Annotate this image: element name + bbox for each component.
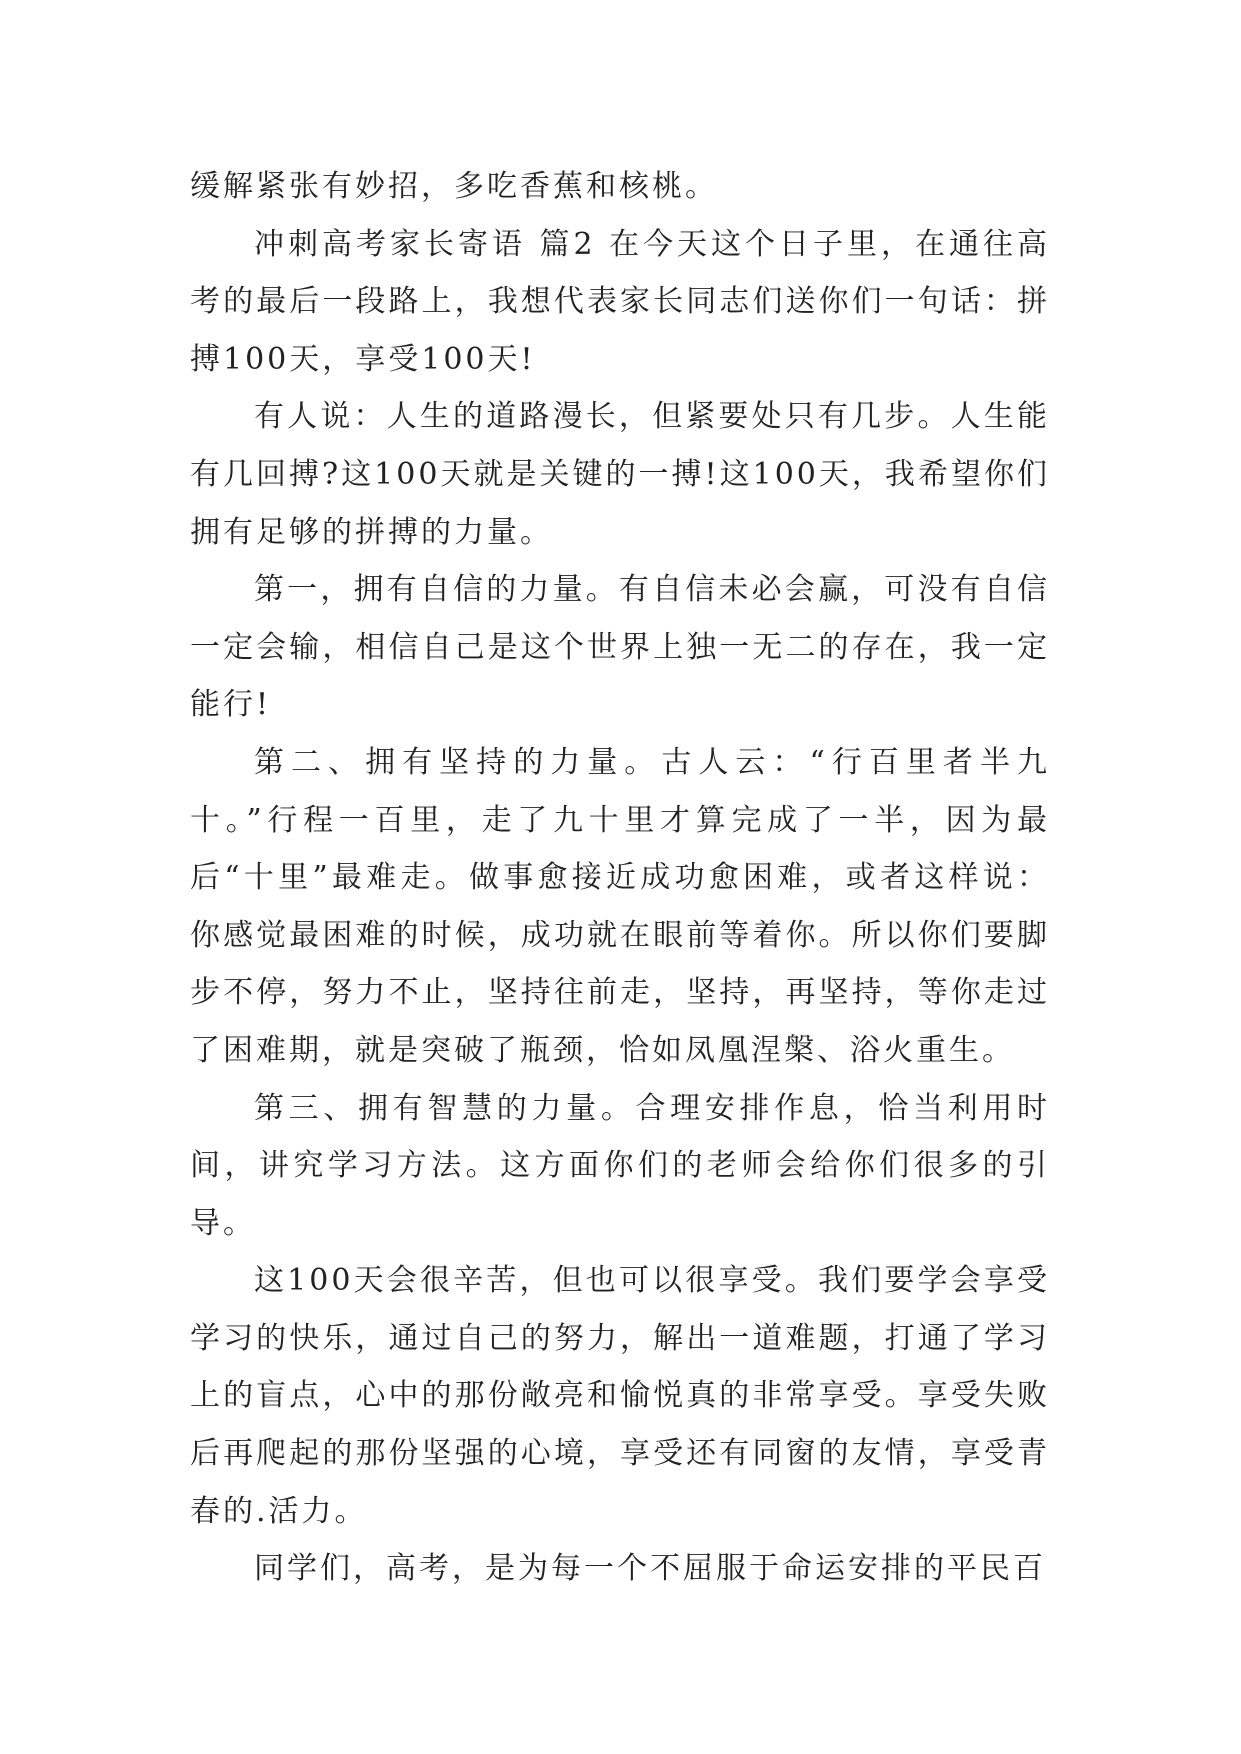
paragraph-title-and-opening: 冲刺高考家长寄语 篇2 在今天这个日子里，在通往高考的最后一段路上，我想代表家长同志们送你们一句话：拼搏100天，享受100天! (190, 226, 1050, 377)
paragraph-closing-fragment: 同学们，高考，是为每一个不屈服于命运安排的平民百 (254, 1551, 1046, 1587)
paragraph-enjoy-100-days: 这100天会很辛苦，但也可以很享受。我们要学会享受学习的快乐，通过自己的努力，解出一道难题，打通了学习上的盲点，心中的那份敞亮和愉悦真的非常享受。享受失败后再爬起的那份坚强的心境，享受还有同窗的友情，享受青春的.活力。 (190, 1263, 1050, 1529)
document-body (190, 158, 1050, 1598)
paragraph-confidence: 第一，拥有自信的力量。有自信未必会赢，可没有自信一定会输，相信自己是这个世界上独一无二的存在，我一定能行! (190, 572, 1050, 723)
paragraph-intro-line: 缓解紧张有妙招，多吃香蕉和核桃。 (190, 169, 718, 204)
paragraph-wisdom: 第三、拥有智慧的力量。合理安排作息，恰当利用时间，讲究学习方法。这方面你们的老师会给你们很多的引导。 (190, 1090, 1050, 1241)
paragraph-life-road: 有人说：人生的道路漫长，但紧要处只有几步。人生能有几回搏?这100天就是关键的一搏!这100天，我希望你们拥有足够的拼搏的力量。 (190, 399, 1050, 550)
paragraph-persistence: 第二、拥有坚持的力量。古人云：“行百里者半九十。”行程一百里，走了九十里才算完成了一半，因为最后“十里”最难走。做事愈接近成功愈困难，或者这样说：你感觉最困难的时候，成功就在眼前等着你。所以你们要脚步不停，努力不止，坚持往前走，坚持，再坚持，等你走过了困难期，就是突破了瓶颈，恰如凤凰涅槃、浴火重生。 (190, 744, 1050, 1068)
